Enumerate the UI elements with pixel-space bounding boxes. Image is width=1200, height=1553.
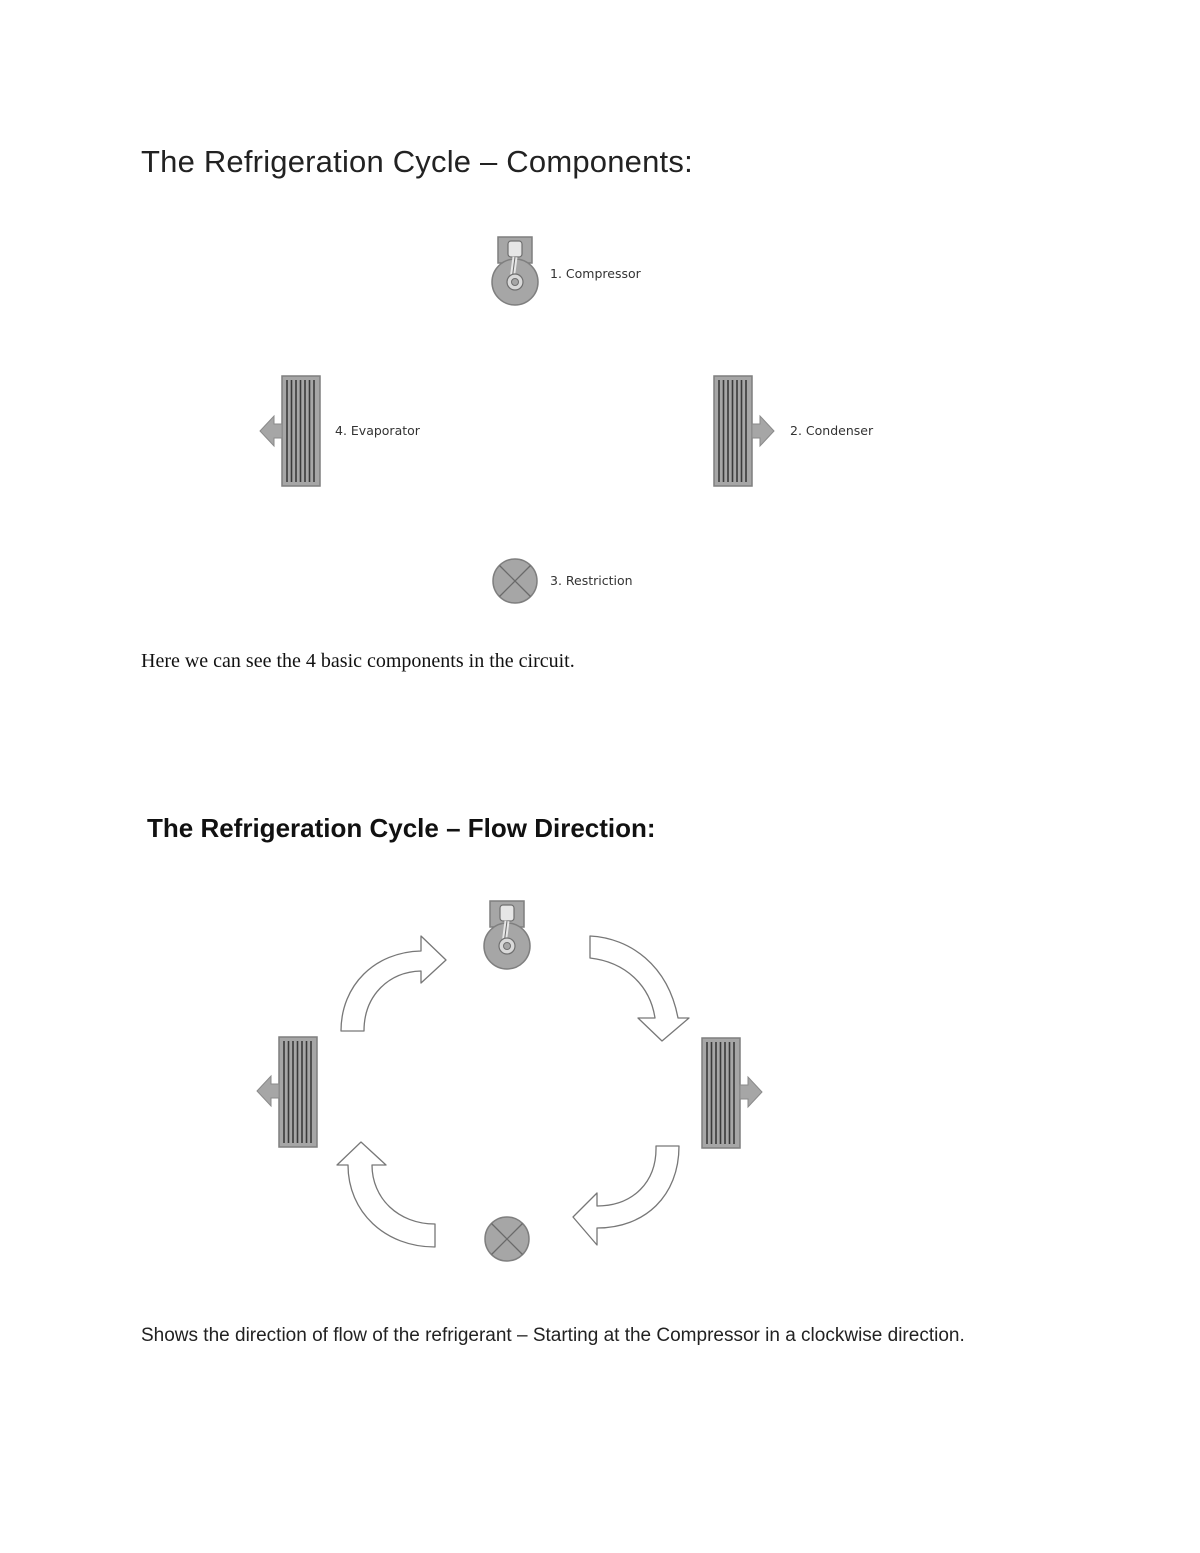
flow-arrow-restriction-to-evaporator-icon — [337, 1142, 435, 1247]
restriction-icon — [493, 559, 537, 603]
flow-compressor-icon — [484, 901, 530, 969]
components-heading: The Refrigeration Cycle – Components: — [141, 144, 693, 179]
evaporator-label: 4. Evaporator — [335, 423, 420, 438]
flow-heading: The Refrigeration Cycle – Flow Direction: — [147, 813, 656, 843]
evaporator-icon — [260, 376, 320, 486]
flow-condenser-icon — [702, 1038, 762, 1148]
flow-restriction-icon — [485, 1217, 529, 1261]
condenser-label: 2. Condenser — [790, 423, 874, 438]
flow-arrow-condenser-to-restriction-icon — [573, 1146, 679, 1245]
restriction-label: 3. Restriction — [550, 573, 633, 588]
flow-evaporator-icon — [257, 1037, 317, 1147]
flow-arrow-evaporator-to-compressor-icon — [341, 936, 446, 1031]
flow-arrow-compressor-to-condenser-icon — [590, 936, 689, 1041]
condenser-icon — [714, 376, 774, 486]
compressor-label: 1. Compressor — [550, 266, 641, 281]
compressor-icon — [492, 237, 538, 305]
components-caption: Here we can see the 4 basic components in the circuit. — [141, 650, 575, 672]
flow-caption: Shows the direction of flow of the refrigerant – Starting at the Compressor in a clockwise direction. — [141, 1325, 965, 1346]
